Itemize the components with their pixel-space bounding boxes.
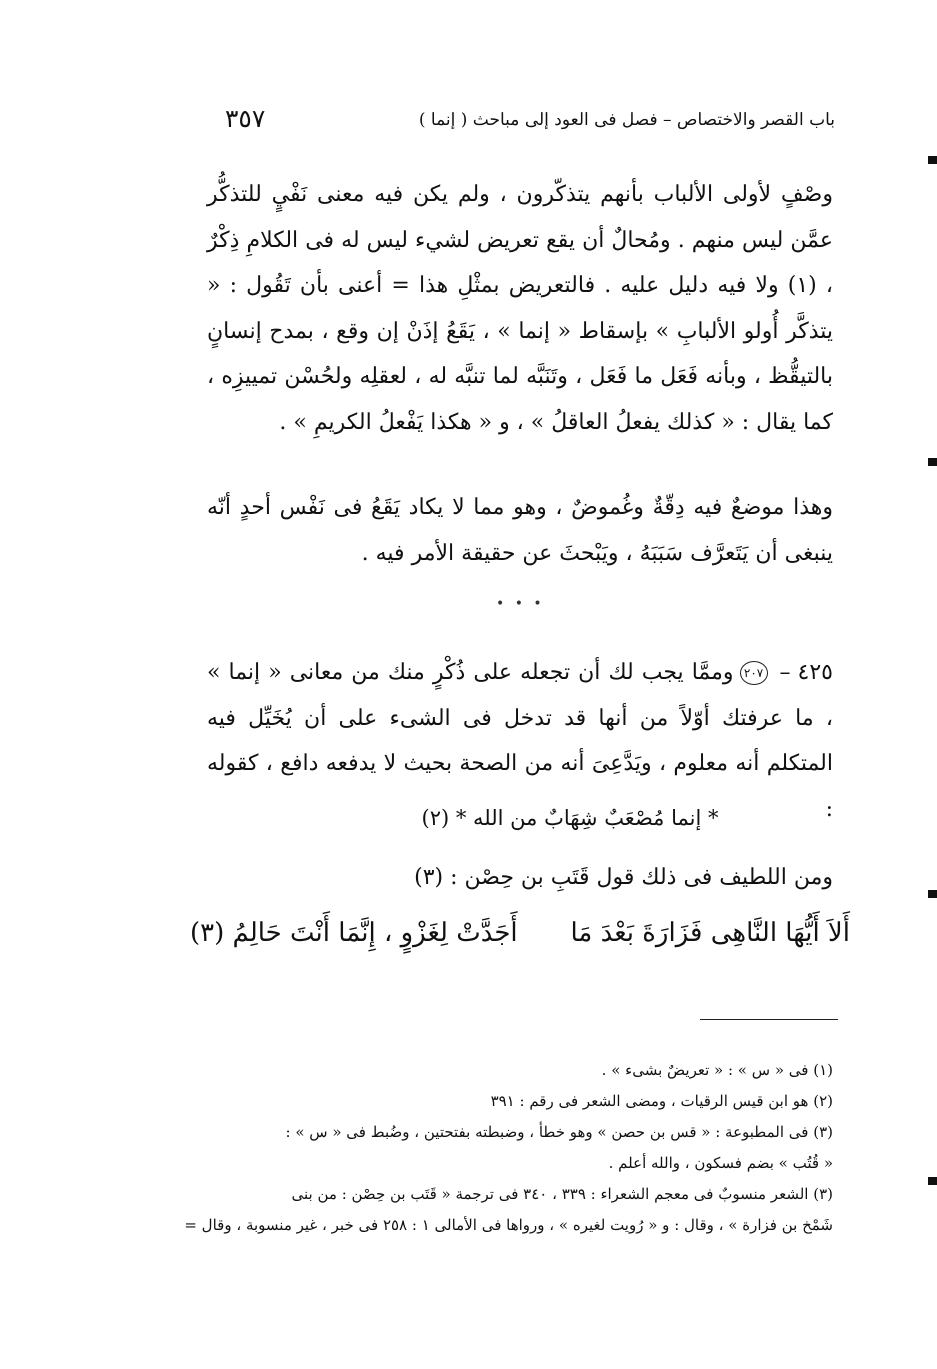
footnote-4-continued: شَمْخ بن فزارة » ، وقال : و « رُويت لغيره » ، ورواها فى الأمالى ١ : ٢٥٨ فى خبر ، غير منسوبة ، وقال = bbox=[184, 1216, 833, 1234]
scan-edge-mark bbox=[928, 890, 937, 898]
poem-verse bbox=[190, 918, 850, 968]
footnote-1: (١) فى « س » : « تعريضٌ بشىء » . bbox=[601, 1061, 833, 1079]
paragraph-3 bbox=[207, 650, 833, 832]
footnote-3-continued: « قُتُب » بضم فسكون ، والله أعلم . bbox=[608, 1154, 833, 1172]
paragraph-1: وصْفٍ لأولى الألباب بأنهم يتذكّرون ، ولم يكن فيه معنى نَفْيٍ للتذكُّر عمَّن ليس منهم . ومُحالٌ أن يقع تعريض لشيء ليس له فى الكلامِ ذِكْرٌ ، (١) ولا فيه دليل عليه . فالتعريض بمثْلِ هذا = أعنى بأن تَقُول : « يتذكَّر أُولو الألبابِ » بإسقاط « إنما » ، يَقَعُ إذَنْ إن وقع ، بمدح إنسانٍ بالتيقُّظ ، وبأنه فَعَل ما فَعَل ، وتَنَبَّه لما تنبَّه له ، لعقلِه ولحُسْن تمييزِه ، كما يقال : « كذلك يفعلُ العاقلُ » ، و « هكذا يَفْعلُ الكريمِ » . bbox=[207, 182, 833, 435]
footnote-rule bbox=[700, 1019, 838, 1020]
hemistich-first: أَلاَ أَيُّهَا النَّاهِى فَزَارَةَ بَعْدَ مَا bbox=[570, 918, 850, 948]
footnotes bbox=[184, 1055, 833, 1241]
running-header bbox=[225, 104, 835, 140]
chapter-title: باب القصر والاختصاص – فصل فى العود إلى مباحث ( إنما ) bbox=[418, 110, 835, 130]
paragraph-3-text: وممَّا يجب لك أن تجعله على ذُكْرٍ منك من معانى « إنما » ، ما عرفتك أوّلاً من أنها قد تدخل فى الشىء على أن يُخَيِّل فيه المتكلم أنه معلوم ، ويَدَّعِىَ أنه من الصحة بحيث لا يدفعه دافع ، كقوله : bbox=[207, 660, 833, 822]
hemistich-second: أَجَدَّتْ لِغَزْوٍ ، إِنَّمَا أَنْتَ حَالِمُ (٣) bbox=[190, 918, 518, 948]
footnote-2: (٢) هو ابن قيس الرقيات ، ومضى الشعر فى رقم : ٣٩١ bbox=[490, 1092, 833, 1110]
scan-edge-mark bbox=[928, 156, 937, 164]
paragraph-2: وهذا موضعٌ فيه دِقّةٌ وغُموضٌ ، وهو مما لا يكاد يَقَعُ فى نَفْس أحدٍ أنّه ينبغى أن يَتَعرَّف سَبَبَهُ ، ويَبْحثَ عن حقيقة الأمر فيه . bbox=[207, 495, 833, 566]
footnote-4: (٣) الشعر منسوبٌ فى معجم الشعراء : ٣٣٩ ، ٣٤٠ فى ترجمة « قَتَب بن حِصْن : من بنى bbox=[291, 1185, 833, 1203]
verse-intro: ومن اللطيف فى ذلك قول قَتَبِ بن حِصْن : (٣) bbox=[414, 865, 833, 890]
section-separator: • • • bbox=[496, 596, 545, 612]
scan-edge-mark bbox=[928, 458, 937, 466]
footnote-3: (٣) فى المطبوعة : « قس بن حصن » وهو خطأ ، وضبطته بفتحتين ، وضُبط فى « س » : bbox=[285, 1123, 833, 1141]
verse-quote: * إنما مُصْعَبٌ شِهَابٌ من الله * (٢) bbox=[421, 806, 719, 830]
circled-number: ٢٠٧ bbox=[740, 661, 768, 685]
section-number: ٤٢٥ – bbox=[779, 660, 833, 685]
page-number: ٣٥٧ bbox=[225, 104, 266, 133]
scan-edge-mark bbox=[928, 1177, 937, 1185]
